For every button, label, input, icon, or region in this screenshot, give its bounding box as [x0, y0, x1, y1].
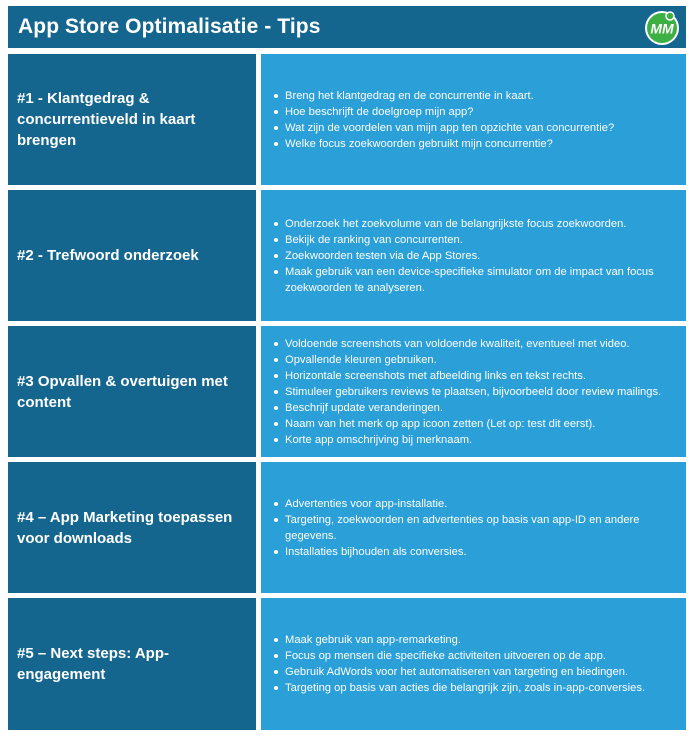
list-item: Hoe beschrijft de doelgroep mijn app? — [273, 104, 614, 120]
list-item: Horizontale screenshots met afbeelding links en tekst rechts. — [273, 368, 661, 384]
tip-heading: #5 – Next steps: App-engagement — [17, 645, 169, 683]
tip-bullet-list — [273, 216, 678, 296]
list-item: Zoekwoorden testen via de App Stores. — [273, 248, 678, 264]
tip-bullet-list — [273, 88, 614, 152]
list-item: Opvallende kleuren gebruiken. — [273, 352, 661, 368]
tip-heading-cell — [8, 54, 256, 185]
list-item: Focus op mensen die specifieke activiteiten uitvoeren op de app. — [273, 648, 645, 664]
list-item: Wat zijn de voordelen van mijn app ten opzichte van concurrentie? — [273, 120, 614, 136]
list-item: Targeting, zoekwoorden en advertenties op basis van app-ID en andere gegevens. — [273, 512, 678, 544]
list-item: Voldoende screenshots van voldoende kwaliteit, eventueel met video. — [273, 336, 661, 352]
list-item: Beschrijf update veranderingen. — [273, 400, 661, 416]
list-item: Installaties bijhouden als conversies. — [273, 544, 678, 560]
page-title: App Store Optimalisatie - Tips — [18, 15, 321, 38]
list-item: Welke focus zoekwoorden gebruikt mijn concurrentie? — [273, 136, 614, 152]
tip-heading-cell — [8, 326, 256, 457]
tip-heading-cell — [8, 190, 256, 321]
tip-row-2 — [8, 190, 686, 321]
tip-bullet-list — [273, 336, 661, 448]
tip-bullet-list — [273, 496, 678, 560]
list-item: Advertenties voor app-installatie. — [273, 496, 678, 512]
tips-infographic — [8, 6, 686, 694]
tip-heading: #2 - Trefwoord onderzoek — [17, 247, 199, 264]
tip-heading: #3 Opvallen & overtuigen met content — [17, 372, 228, 411]
tip-bullets-cell — [261, 54, 686, 185]
tip-bullet-list — [273, 632, 645, 696]
list-item: Korte app omschrijving bij merknaam. — [273, 432, 661, 448]
tip-bullets-cell — [261, 326, 686, 457]
list-item: Maak gebruik van app-remarketing. — [273, 632, 645, 648]
tip-heading-cell — [8, 462, 256, 593]
list-item: Maak gebruik van een device-specifieke simulator om de impact van focus zoekwoorden te analyseren. — [273, 264, 678, 296]
list-item: Onderzoek het zoekvolume van de belangrijkste focus zoekwoorden. — [273, 216, 678, 232]
list-item: Naam van het merk op app icoon zetten (Let op: test dit eerst). — [273, 416, 661, 432]
list-item: Targeting op basis van acties die belangrijk zijn, zoals in-app-conversies. — [273, 680, 645, 696]
tip-row-1 — [8, 54, 686, 185]
tip-bullets-cell — [261, 190, 686, 321]
list-item: Gebruik AdWords voor het automatiseren van targeting en biedingen. — [273, 664, 645, 680]
tip-heading: #1 - Klantgedrag & concurrentieveld in kaart brengen — [17, 90, 196, 149]
list-item: Stimuleer gebruikers reviews te plaatsen, bijvoorbeeld door review mailings. — [273, 384, 661, 400]
tip-row-5 — [8, 598, 686, 730]
tip-bullets-cell — [261, 598, 686, 730]
tip-heading: #4 – App Marketing toepassen voor downloads — [17, 508, 233, 547]
list-item: Breng het klantgedrag en de concurrentie in kaart. — [273, 88, 614, 104]
tip-heading-cell — [8, 598, 256, 730]
tip-bullets-cell — [261, 462, 686, 593]
header-bar — [8, 6, 686, 48]
list-item: Bekijk de ranking van concurrenten. — [273, 232, 678, 248]
tip-row-3 — [8, 326, 686, 457]
mm-logo-icon — [644, 10, 680, 46]
tip-row-4 — [8, 462, 686, 593]
logo-text: MM — [650, 20, 674, 37]
